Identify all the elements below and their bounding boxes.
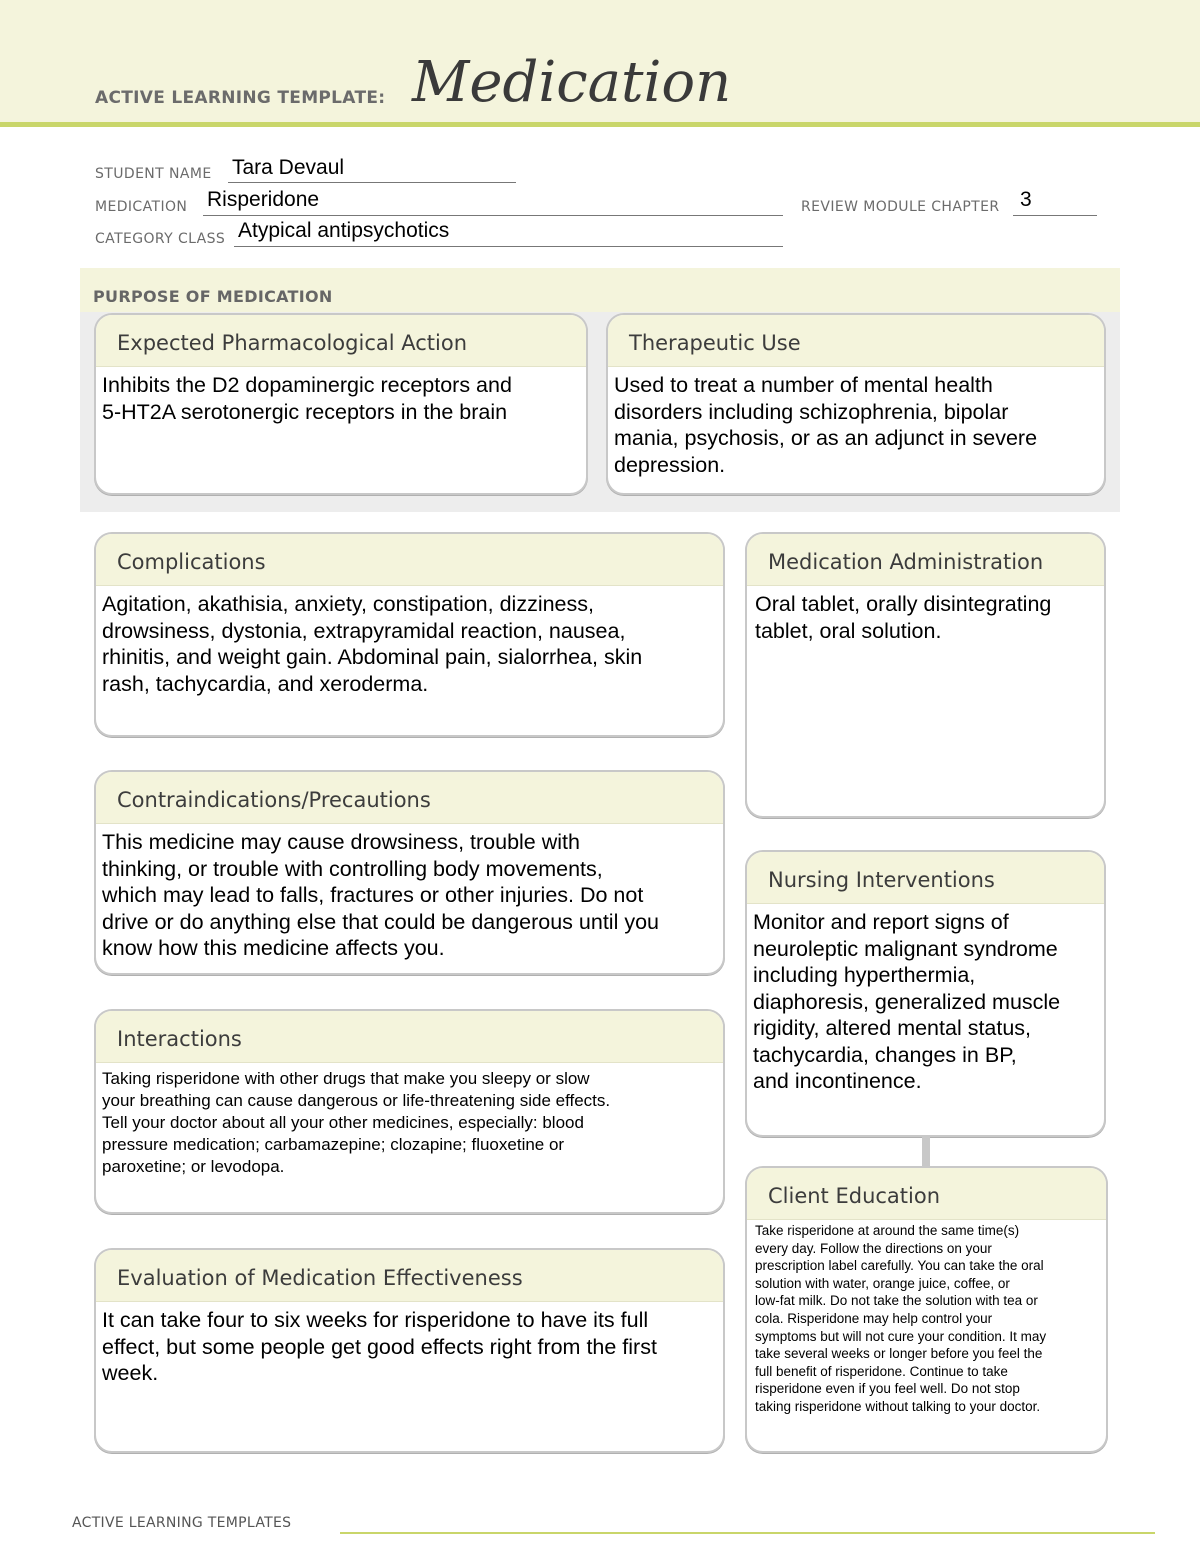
text-line: tablet, oral solution. <box>755 618 942 643</box>
text-line: 5-HT2A serotonergic receptors in the brain <box>102 399 508 424</box>
therapeutic-use-title: Therapeutic Use <box>608 315 1104 367</box>
text-line: Inhibits the D2 dopaminergic receptors and <box>102 373 512 397</box>
student-name-field[interactable]: Tara Devaul <box>232 156 345 179</box>
complications-card <box>94 532 725 737</box>
expected-action-card <box>94 313 588 495</box>
expected-action-text[interactable] <box>96 367 586 425</box>
nursing-interventions-card <box>745 850 1106 1137</box>
therapeutic-use-text[interactable] <box>608 367 1104 478</box>
text-line: Tell your doctor about all your other medicines, especially: blood <box>102 1113 584 1132</box>
evaluation-title: Evaluation of Medication Effectiveness <box>96 1250 723 1302</box>
text-line: low-fat milk. Do not take the solution with tea or <box>755 1293 1038 1309</box>
medication-administration-card <box>745 532 1106 818</box>
medication-field[interactable]: Risperidone <box>207 188 320 211</box>
text-line: cola. Risperidone may help control your <box>755 1310 993 1326</box>
text-line: Used to treat a number of mental health <box>614 373 993 397</box>
footer-rule <box>340 1532 1155 1534</box>
complications-title: Complications <box>96 534 723 586</box>
text-line: solution with water, orange juice, coffee, or <box>755 1275 1010 1291</box>
text-line: and incontinence. <box>753 1069 922 1093</box>
therapeutic-use-card <box>606 313 1106 495</box>
text-line: prescription label carefully. You can take the oral <box>755 1258 1044 1274</box>
client-education-card <box>745 1166 1108 1453</box>
text-line: know how this medicine affects you. <box>102 936 445 960</box>
text-line: rash, tachycardia, and xeroderma. <box>102 671 429 696</box>
medication-label: MEDICATION <box>95 199 188 215</box>
text-line: Take risperidone at around the same time(s) <box>755 1223 1020 1238</box>
header-rule <box>0 122 1200 127</box>
text-line: Monitor and report signs of <box>753 910 1009 934</box>
text-line: Taking risperidone with other drugs that make you sleepy or slow <box>102 1069 590 1088</box>
text-line: thinking, or trouble with controlling body movements, <box>102 856 603 881</box>
medication-line <box>203 215 783 216</box>
text-line: rigidity, altered mental status, <box>753 1016 1032 1040</box>
text-line: week. <box>102 1361 159 1385</box>
text-line: which may lead to falls, fractures or other injuries. Do not <box>102 883 644 907</box>
purpose-label: PURPOSE OF MEDICATION <box>93 287 333 306</box>
text-line: including hyperthermia, <box>753 963 976 987</box>
text-line: neuroleptic malignant syndrome <box>753 936 1058 961</box>
text-line: paroxetine; or levodopa. <box>102 1157 285 1176</box>
header-label: ACTIVE LEARNING TEMPLATE: <box>95 88 386 108</box>
text-line: depression. <box>614 452 726 477</box>
text-line: This medicine may cause drowsiness, trouble with <box>102 830 580 854</box>
medication-administration-title: Medication Administration <box>747 534 1104 586</box>
nursing-interventions-title: Nursing Interventions <box>747 852 1104 904</box>
interactions-title: Interactions <box>96 1011 723 1063</box>
text-line: risperidone even if you feel well. Do not stop <box>755 1381 1020 1397</box>
text-line: full benefit of risperidone. Continue to take <box>755 1363 1008 1379</box>
text-line: Oral tablet, orally disintegrating <box>755 592 1052 616</box>
client-education-text[interactable] <box>747 1220 1106 1416</box>
text-line: It can take four to six weeks for risperidone to have its full <box>102 1308 649 1332</box>
page-title: Medication <box>412 50 732 115</box>
contraindications-card <box>94 770 725 975</box>
medication-administration-text[interactable] <box>747 586 1104 644</box>
interactions-text[interactable] <box>96 1063 723 1178</box>
text-line: every day. Follow the directions on your <box>755 1240 992 1256</box>
expected-action-title: Expected Pharmacological Action <box>96 315 586 367</box>
text-line: disorders including schizophrenia, bipolar <box>614 399 1009 424</box>
category-class-field[interactable]: Atypical antipsychotics <box>238 219 450 242</box>
text-line: drowsiness, dystonia, extrapyramidal reaction, nausea, <box>102 618 626 643</box>
contraindications-text[interactable] <box>96 824 723 962</box>
text-line: drive or do anything else that could be dangerous until you <box>102 909 659 934</box>
text-line: Agitation, akathisia, anxiety, constipation, dizziness, <box>102 592 594 616</box>
text-line: taking risperidone without talking to your doctor. <box>755 1398 1041 1414</box>
review-module-field[interactable]: 3 <box>1020 188 1032 211</box>
text-line: tachycardia, changes in BP, <box>753 1042 1017 1067</box>
contraindications-title: Contraindications/Precautions <box>96 772 723 824</box>
evaluation-text[interactable] <box>96 1302 723 1387</box>
footer-label: ACTIVE LEARNING TEMPLATES <box>72 1515 292 1531</box>
review-module-label: REVIEW MODULE CHAPTER <box>801 199 1000 215</box>
review-module-line <box>1013 215 1097 216</box>
complications-text[interactable] <box>96 586 723 697</box>
category-class-label: CATEGORY CLASS <box>95 231 226 247</box>
card-connector <box>922 1136 930 1166</box>
text-line: take several weeks or longer before you feel the <box>755 1346 1043 1362</box>
nursing-interventions-text[interactable] <box>747 904 1104 1095</box>
client-education-title: Client Education <box>747 1168 1106 1220</box>
text-line: effect, but some people get good effects right from the first <box>102 1334 657 1359</box>
text-line: pressure medication; carbamazepine; clozapine; fluoxetine or <box>102 1135 565 1154</box>
student-name-line <box>228 182 516 183</box>
category-class-line <box>234 246 783 247</box>
student-name-label: STUDENT NAME <box>95 166 212 182</box>
text-line: mania, psychosis, or as an adjunct in severe <box>614 426 1038 450</box>
text-line: diaphoresis, generalized muscle <box>753 989 1061 1014</box>
evaluation-card <box>94 1248 725 1453</box>
interactions-card <box>94 1009 725 1214</box>
text-line: rhinitis, and weight gain. Abdominal pain, sialorrhea, skin <box>102 645 643 669</box>
text-line: your breathing can cause dangerous or life-threatening side effects. <box>102 1091 611 1110</box>
text-line: symptoms but will not cure your condition. It may <box>755 1328 1047 1344</box>
